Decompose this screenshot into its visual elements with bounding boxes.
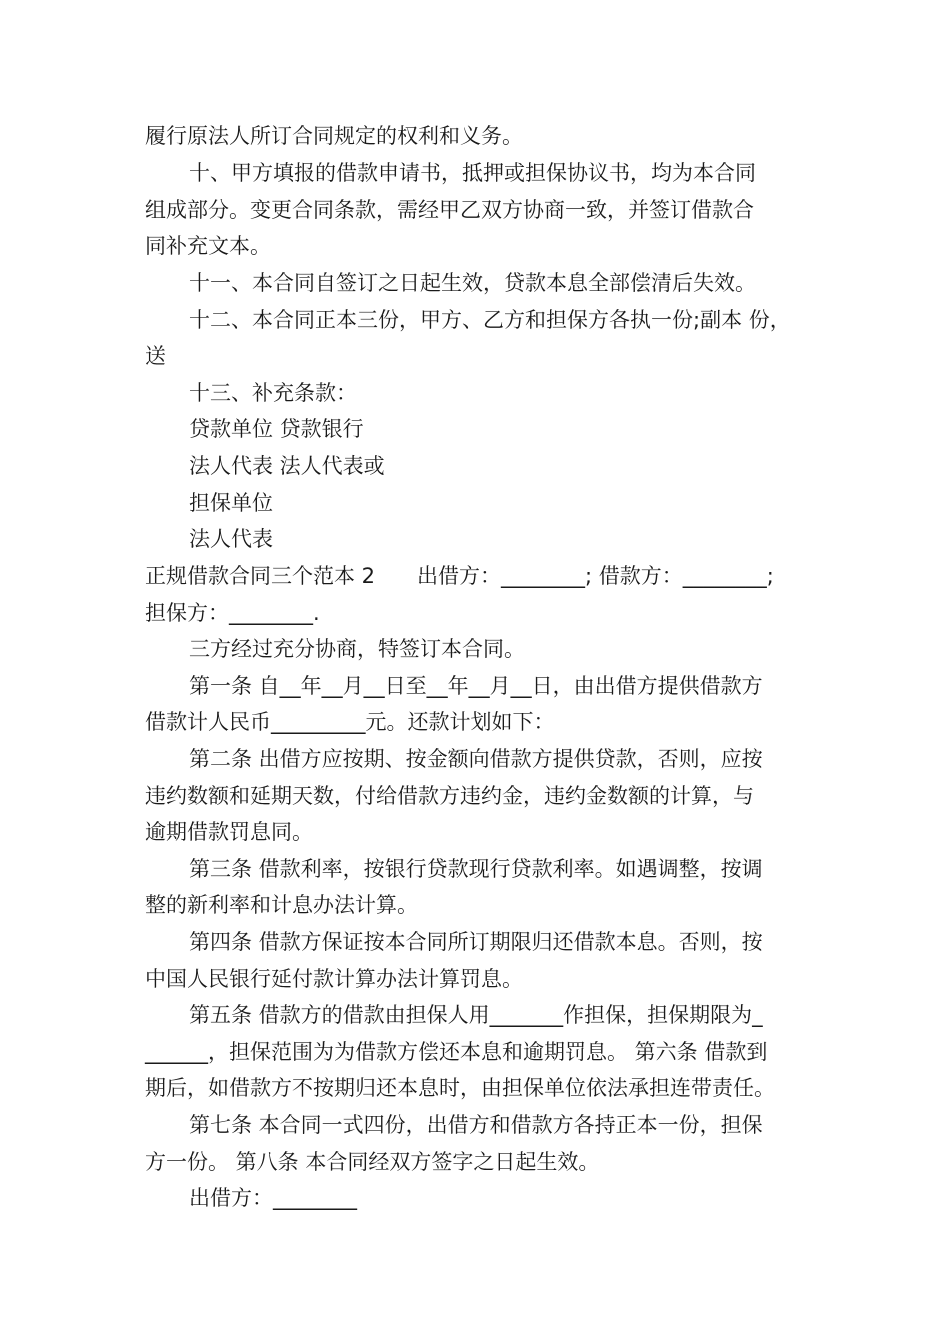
signature-block-line: 担保单位 <box>189 491 273 515</box>
article-2-line-2: 违约数额和延期天数，付给借款方违约金，违约金数额的计算，与 <box>145 784 754 808</box>
section-title: 正规借款合同三个范本 2 <box>145 564 376 588</box>
clause-12-line-1: 十二、本合同正本三份，甲方、乙方和担保方各执一份;副本 份， <box>189 308 791 332</box>
clause-10-line-2: 组成部分。变更合同条款，需经甲乙双方协商一致，并签订借款合 <box>145 198 754 222</box>
parties-line: 出借方：________; 借款方：________; <box>417 564 774 588</box>
article-3-line-2: 整的新利率和计息办法计算。 <box>145 893 418 917</box>
clause-11: 十一、本合同自签订之日起生效，贷款本息全部偿清后失效。 <box>189 271 756 295</box>
signature-block-line: 法人代表 法人代表或 <box>189 454 385 478</box>
article-6-line: 期后，如借款方不按期归还本息时，由担保单位依法承担连带责任。 <box>145 1076 775 1100</box>
clause-10-line-3: 同补充文本。 <box>145 234 271 258</box>
article-2-line-1: 第二条 出借方应按期、按金额向借款方提供贷款，否则，应按 <box>189 747 763 771</box>
preamble: 三方经过充分协商，特签订本合同。 <box>189 637 525 661</box>
article-4-line-2: 中国人民银行延付款计算办法计算罚息。 <box>145 967 523 991</box>
article-1-line-1: 第一条 自__年__月__日至__年__月__日，由出借方提供借款方 <box>189 674 763 698</box>
lender-signature-line: 出借方：________ <box>189 1186 357 1210</box>
article-7-line-1: 第七条 本合同一式四份，出借方和借款方各持正本一份，担保 <box>189 1113 763 1137</box>
article-7-line-2: 方一份。 第八条 本合同经双方签字之日起生效。 <box>145 1150 600 1174</box>
article-3-line-1: 第三条 借款利率，按银行贷款现行贷款利率。如遇调整，按调 <box>189 857 763 881</box>
signature-block-line: 贷款单位 贷款银行 <box>189 417 364 441</box>
article-5-line-1: 第五条 借款方的借款由担保人用_______作担保，担保期限为_ <box>189 1003 763 1027</box>
guarantor-line: 担保方：________. <box>145 601 320 625</box>
article-5-line-2: ______，担保范围为为借款方偿还本息和逾期罚息。 第六条 借款到 <box>145 1040 768 1064</box>
text-line: 履行原法人所订合同规定的权利和义务。 <box>145 124 523 148</box>
clause-13: 十三、补充条款： <box>189 381 357 405</box>
article-2-line-3: 逾期借款罚息同。 <box>145 820 313 844</box>
section-title-line <box>145 563 774 589</box>
article-1-line-2: 借款计人民币_________元。还款计划如下： <box>145 710 555 734</box>
clause-12-line-2: 送 <box>145 344 166 368</box>
article-4-line-1: 第四条 借款方保证按本合同所订期限归还借款本息。否则，按 <box>189 930 763 954</box>
signature-block-line: 法人代表 <box>189 527 273 551</box>
clause-10-line-1: 十、甲方填报的借款申请书，抵押或担保协议书，均为本合同 <box>189 161 756 185</box>
